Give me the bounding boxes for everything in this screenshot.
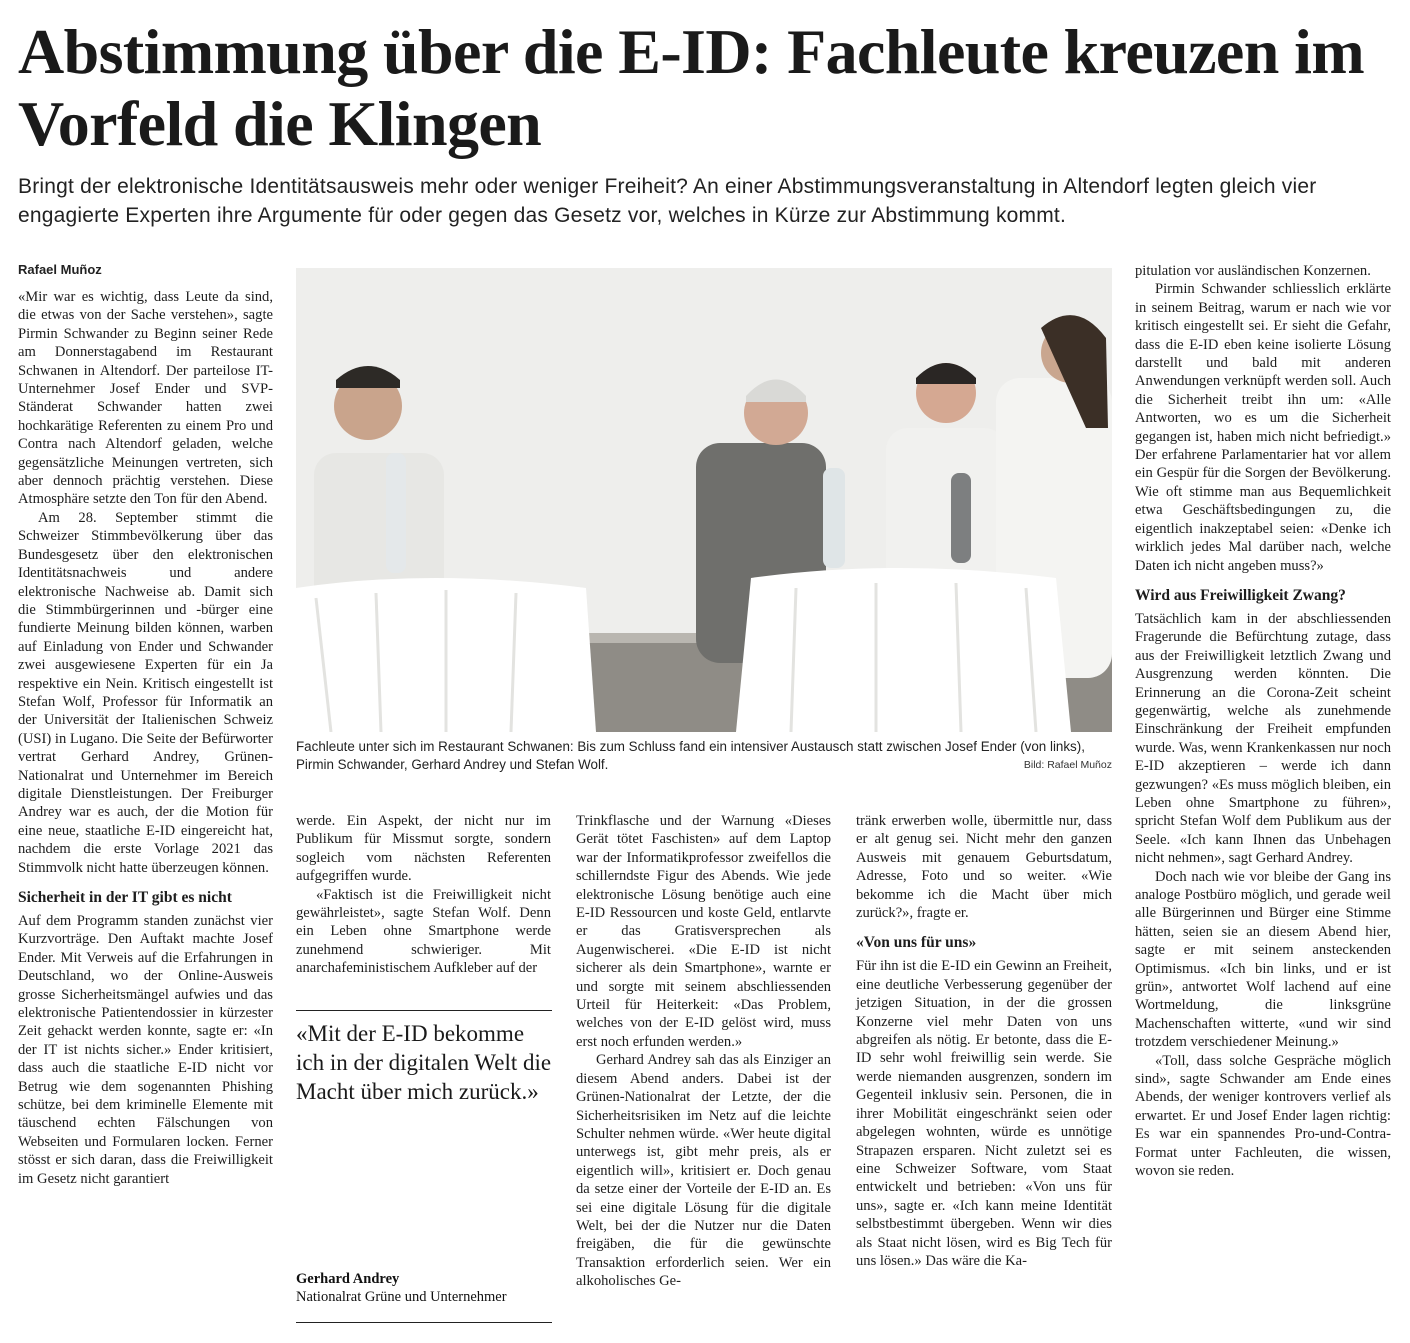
pull-quote [296,1010,552,1106]
text-column-2 [296,812,551,978]
paragraph: Pirmin Schwander schliesslich erklärte in seinem Beitrag, warum er nach wie vor kritisch eingestellt sei. Er sieht die Gefahr, dass die E-ID eben keine isolierte Lösung darstellt und bald mit anderen Anwendungen verknüpft werden soll. Auch die Sicherheit treibt ihn um: «Alle Antworten, wo es um die Sicherheit gegangen ist, haben mich nicht befriedigt.» Der erfahrene Parlamentarier hat vor allem ein Gespür für die Sorgen der Bevölkerung. Wie oft stimme man aus Bequemlichkeit etwa Geschäftsbedingungen zu, die eigentlich inakzeptabel seien: «Denke ich wirklich jedes Mal darüber nach, welche Daten ich nicht angeben muss?» [1135,281,1391,574]
paragraph: Auf dem Programm standen zunächst vier Kurzvorträge. Den Auftakt machte Josef Ender. Mit Verweis auf die Erfahrungen in Deutschland, wo der Online-Ausweis grosse Sicherheitsmängel aufwies und das elektronische Patientendossier in kürzester Zeit gehackt werden konnte, sagte er: «In der IT ist nichts sicher.» Ender kritisiert, dass auch die staatliche E-ID nicht vor Betrug wie dem sogenannten Phishing schütze, bei dem kriminelle Elemente mit täuschend echten Fälschungen von Webseiten und Formularen locken. Ferner stösst er sich daran, dass die Freiwilligkeit im Gesetz nicht garantiert [18,913,273,1187]
paragraph: «Toll, dass solche Gespräche möglich sind», sagte Schwander am Ende eines Abends, der weniger kontrovers verlief als erwartet. Er und Josef Ender lagen richtig: Es war ein spannendes Pro-und-Contra-Format unter Fachleuten, die wissen, wovon sie reden. [1135,1052,1391,1180]
photo-illustration [296,268,1112,732]
subheading: Wird aus Freiwilligkeit Zwang? [1135,586,1346,604]
quote-top-rule [296,1010,552,1011]
paragraph: tränk erwerben wolle, übermittle nur, dass er alt genug sei. Nicht mehr den ganzen Ausweis mit genauem Geburtsdatum, Adresse, Foto und so weiter. «Wie bekomme ich die Macht über mich zurück?», fragte er. [856,813,1112,922]
paragraph: pitulation vor ausländischen Konzernen. [1135,263,1371,279]
article-lead: Bringt der elektronische Identitätsausweis mehr oder weniger Freiheit? An einer Abstimmungsveranstaltung in Altendorf legten gleich vier engagierte Experten ihre Argumente für oder gegen das Gesetz vor, welches in Kürze zur Abstimmung kommt. [18,175,1317,227]
paragraph: Gerhard Andrey sah das als Einziger an diesem Abend anders. Dabei ist der Grünen-Nationalrat der Letzte, der die Sicherheitsrisiken im Netz auf die leichte Schulter nehmen würde. «Wer heute digital unterwegs ist, gibt mehr preis, als er eigentlich will», kritisiert er. Doch genau da setze einer der Vorteile der E-ID an. Es sei eine digitale Lösung für die digitale Welt, bei der die Nutzer nur die Daten freigäben, die für die gewünschte Transaktion erforderlich seien. Wer ein alkoholisches Ge- [576,1052,831,1290]
subheading: «Von uns für uns» [856,934,977,952]
photo-caption: Fachleute unter sich im Restaurant Schwanen: Bis zum Schluss fand ein intensiver Austausch statt zwischen Josef Ender (von links), Pirmin Schwander, Gerhard Andrey und Stefan Wolf. [296,739,1085,772]
paragraph: werde. Ein Aspekt, der nicht nur im Publikum für Missmut sorgte, sondern sogleich vom nächsten Referenten aufgegriffen wurde. [296,813,551,885]
paragraph: Tatsächlich kam in der abschliessenden Fragerunde die Befürchtung zutage, dass aus der Freiwilligkeit letztlich Zwang und Ausgrenzung werden könnten. Die Erinnerung an die Corona-Zeit scheint gegenwärtig, welche als zunehmende Einschränkung der Freiheit empfunden wurde. Was, wenn Krankenkassen nur noch E-ID akzeptieren – werde ich dann gezwungen? «Es muss möglich bleiben, ein Leben ohne Smartphone zu führen», spricht Stefan Wolf dem Publikum aus der Seele. «Ich kann Ihnen das Unbehagen nicht nehmen», sagt Gerhard Andrey. [1135,610,1391,867]
pull-quote-text: «Mit der E-ID bekomme ich in der digitalen Welt die Macht über mich zurück.» [296,1021,552,1104]
subheading: Sicherheit in der IT gibt es nicht [18,889,232,906]
text-column-5 [1135,262,1391,1181]
article-photo [296,268,1112,732]
text-column-3 [576,812,831,1291]
paragraph: «Mir war es wichtig, dass Leute da sind, die etwas von der Sache verstehen», sagte Pirmin Schwander zu Beginn seiner Rede am Donnerstagabend im Restaurant Schwanen in Altendorf. Der parteilose IT-Unternehmer Josef Ender und SVP-Ständerat Schwander hatten zwei hochkarätige Referenten zu einem Pro und Contra nach Altendorf geladen, welche gegensätzliche Meinungen vertreten, sich aber dennoch prächtig verstehen. Diese Atmosphäre setzte den Ton für den Abend. [18,289,273,508]
bottle [951,473,971,563]
pull-quote-name: Gerhard Andrey [296,1271,400,1287]
paragraph: «Faktisch ist die Freiwilligkeit nicht gewährleistet», sagte Stefan Wolf. Denn ein Leben ohne Smartphone werde zunehmend schwieriger. Mit anarchafeministischem Aufkleber auf der [296,886,551,977]
article-author: Rafael Muñoz [18,262,102,277]
paragraph: Für ihn ist die E-ID ein Gewinn an Freiheit, eine deutliche Verbesserung gegenüber der jetzigen Situation, in der die grossen Konzerne viel mehr Daten von uns abgreifen als nötig. Er betonte, dass die E-ID sehr wohl freiwillig sein werde. Sie werde niemanden ausgrenzen, sondern im Gegenteil inklusiv sein. Personen, die in ihrer Mobilität eingeschränkt seien oder abgelegen wohnten, würde es unnötige Strapazen ersparen. Nicht zuletzt sei es eine Schweizer Software, vom Staat entwickelt und betrieben: «Von uns für uns», sagte er. «Ich kann meine Identität selbstbestimmt übergeben. Wenn wir dies als Staat nicht lösen, wird es Big Tech für uns lösen.» Das wäre die Ka- [856,958,1112,1269]
article-headline: Abstimmung über die E-ID: Fachleute kreuzen im Vorfeld die Klingen [18,16,1365,159]
text-column-4 [856,812,1112,1270]
text-column-1 [18,288,273,1188]
pull-quote-attribution [296,1270,552,1306]
paragraph: Am 28. September stimmt die Schweizer Stimmbevölkerung über das Bundesgesetz über den elektronischen Identitätsnachweis und andere elektronische Nachweise ab. Damit sich die Stimmbürgerinnen und -bürger eine fundierte Meinung bilden können, warben auf Einladung von Ender und Schwander zwei ausgewiesene Experten für ein Ja respektive ein Nein. Kritisch eingestellt ist Stefan Wolf, Professor für Informatik an der Universität der Italienischen Schweiz (USI) in Lugano. Die Seite der Befürworter vertrat Gerhard Andrey, Grünen-Nationalrat und Unternehmer im Bereich digitale Dienstleistungen. Der Freiburger Andrey war es auch, der die Motion für eine neue, staatliche E-ID eingereicht hat, nachdem die erste Vorlage 2021 das Stimmvolk nicht hatte überzeugen können. [18,509,273,876]
quote-bottom-rule [296,1322,552,1323]
table-cloth [736,568,1071,732]
paragraph: Doch nach wie vor bleibe der Gang ins analoge Postbüro möglich, und gerade weil alle Bürgerinnen und Bürger eine Stimme hätten, seien sie an diesem Abend hier, sagte er mit seinem ansteckenden Optimismus. «Ich bin links, und er ist grün», antwortet Wolf lachend auf eine Wortmeldung, die linksgrüne Machenschaften witterte, «und wir sind trotzdem verschiedener Meinung.» [1135,868,1391,1051]
photo-credit: Bild: Rafael Muñoz [1023,759,1112,771]
pull-quote-role: Nationalrat Grüne und Unternehmer [296,1289,507,1305]
paragraph: Trinkflasche und der Warnung «Dieses Gerät tötet Faschisten» auf dem Laptop war der Informatikprofessor zweifellos die schillerndste Figur des Abends. Wie jede elektronische Lösung benötige auch eine E-ID Ressourcen und koste Geld, entlarvte er das Gratisversprechen als Augenwischerei. «Die E-ID ist nicht sicherer als dein Smartphone», warnte er und sorgte mit seinem abschliessenden Urteil für Heiterkeit: «Das Problem, welches von der E-ID gelöst wird, muss erst noch erfunden werden.» [576,813,831,1050]
